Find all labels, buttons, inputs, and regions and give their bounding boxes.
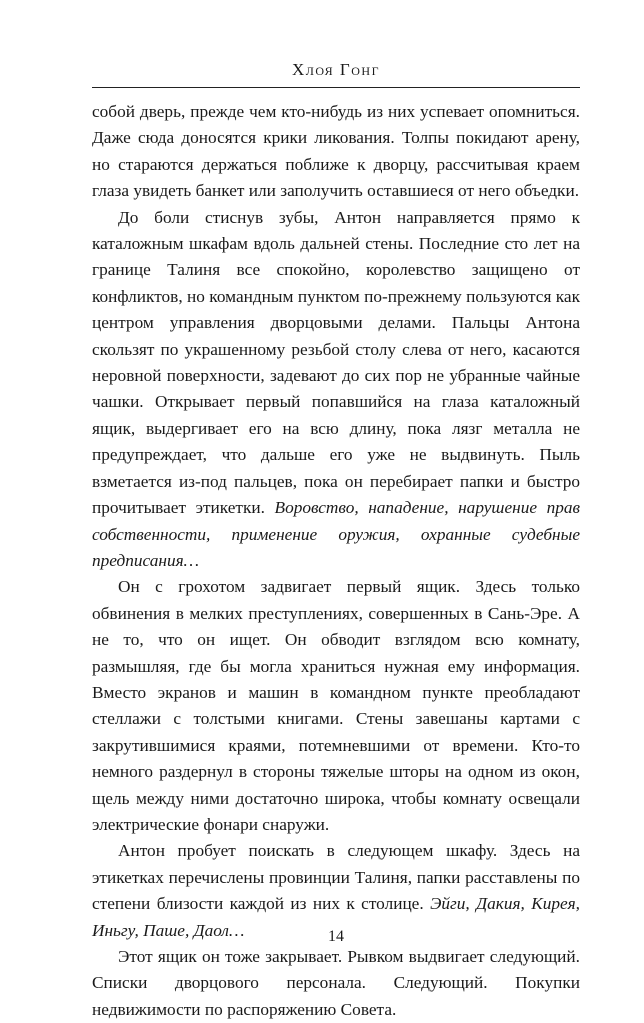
paragraph xyxy=(92,574,580,838)
text-run: Он с грохотом задвигает первый ящик. Здесь только обвинения в мелких преступлениях, совершенных в Сань-Эре. А не то, что он ищет. Он обводит взглядом всю комнату, размышляя, где бы могла храниться нужная ему информация. Вместо экранов и машин в командном пункте преобладают стеллажи с толстыми книгами. Стены завешаны картами с закрутившимися краями, потемневшими от времени. Кто-то немного раздернул в стороны тяжелые шторы на одном из окон, щель между ними достаточно широка, чтобы комнату освещали электрические фонари снаружи. xyxy=(92,577,580,834)
italic-text-run: Эйги, Дакия, Кирея, Иньгу, Паше, Даол… xyxy=(92,894,581,940)
running-head-author: Хлоя Гонг xyxy=(291,60,381,79)
text-run: Этот ящик он тоже закрывает. Рывком выдвигает следующий. Списки дворцового персонала. Следующий. Покупки недвижимости по распоряжению Совета. xyxy=(92,947,580,1019)
paragraph xyxy=(92,944,580,1023)
text-run: До боли стиснув зубы, Антон направляется прямо к каталожным шкафам вдоль дальней стены. Последние сто лет на границе Талиня все спокойно, королевство защищено от конфликтов, но командным пунктом по-прежнему пользуются как центром управления дворцовыми делами. Пальцы Антона скользят по украшенному резьбой столу слева от него, касаются неровной поверхности, задевают до сих пор не убранные чайные чашки. Открывает первый попавшийся на глаза каталожный ящик, выдергивает его на всю длину, пока лязг металла не предупреждает, что дальше его уже не выдвинуть. Пыль взметается из-под пальцев, пока он перебирает папки и быстро прочитывает этикетки. xyxy=(92,207,580,518)
header-rule xyxy=(92,87,580,88)
italic-text-run: Воровство, нападение, нарушение прав собственности, применение оружия, охранные судебные предписания… xyxy=(92,498,580,570)
body-text xyxy=(92,99,580,1023)
text-run: Антон пробует поискать в следующем шкафу. Здесь на этикетках перечислены провинции Талиня, папки расставлены по степени близости каждой из них к столице. xyxy=(92,841,580,914)
text-run: собой дверь, прежде чем кто-нибудь из них успевает опомниться. Даже сюда доносятся крики ликования. Толпы покидают арену, но стараются держаться поближе к дворцу, рассчитывая краем глаза увидеть банкет или заполучить оставшиеся от него объедки. xyxy=(92,102,580,201)
paragraph xyxy=(92,205,580,575)
page-number: 14 xyxy=(328,928,344,945)
paragraph xyxy=(92,99,580,205)
